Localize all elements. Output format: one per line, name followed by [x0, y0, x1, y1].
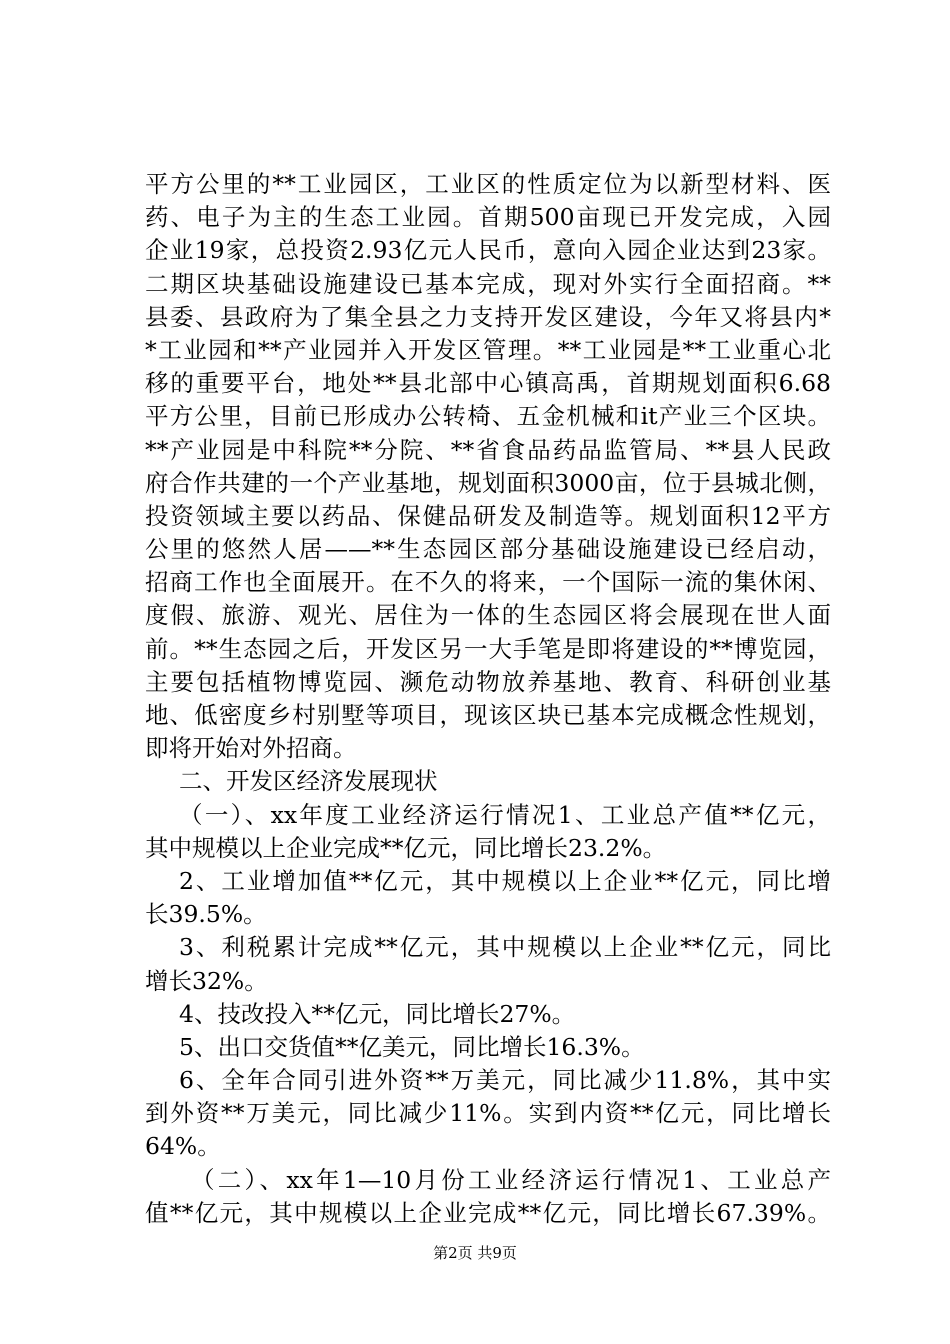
text-line: 前。**生态园之后，开发区另一大手笔是即将建设的**博览园， [145, 634, 831, 663]
text-line: 值**亿元，其中规模以上企业完成**亿元，同比增长67.39%。 [145, 1198, 831, 1227]
text-line: **产业园是中科院**分院、**省食品药品监管局、**县人民政 [145, 435, 831, 464]
text-line: 招商工作也全面展开。在不久的将来，一个国际一流的集休闲、 [145, 568, 831, 597]
text-line: 3、利税累计完成**亿元，其中规模以上企业**亿元，同比 [179, 933, 831, 962]
text-line: 平方公里，目前已形成办公转椅、五金机械和it产业三个区块。 [145, 402, 831, 431]
text-line: 4、技改投入**亿元，同比增长27%。 [179, 999, 576, 1028]
text-line: 府合作共建的一个产业基地，规划面积3000亩，位于县城北侧， [145, 468, 831, 497]
document-body [145, 168, 831, 1230]
text-line: 二期区块基础设施建设已基本完成，现对外实行全面招商。** [145, 269, 831, 298]
text-line: 到外资**万美元，同比减少11%。实到内资**亿元，同比增长 [145, 1099, 831, 1128]
text-line: 度假、旅游、观光、居住为一体的生态园区将会展现在世人面 [145, 601, 831, 630]
text-line: 二、开发区经济发展现状 [179, 767, 438, 796]
text-line: 公里的悠然人居——**生态园区部分基础设施建设已经启动， [145, 535, 831, 564]
text-line: 2、工业增加值**亿元，其中规模以上企业**亿元，同比增 [179, 866, 831, 895]
page-footer: 第2页 共9页 [433, 1244, 517, 1262]
text-line: 64%。 [145, 1132, 221, 1161]
text-line: 地、低密度乡村别墅等项目，现该区块已基本完成概念性规划， [145, 701, 831, 729]
text-line: 6、全年合同引进外资**万美元，同比减少11.8%，其中实 [179, 1066, 831, 1095]
text-line: 5、出口交货值**亿美元，同比增长16.3%。 [179, 1032, 645, 1061]
text-line: 其中规模以上企业完成**亿元，同比增长23.2%。 [145, 833, 667, 862]
text-line: （二）、xx年1—10月份工业经济运行情况1、工业总产 [191, 1165, 831, 1194]
text-line: 县委、县政府为了集全县之力支持开发区建设，今年又将县内* [145, 302, 831, 331]
text-line: 药、电子为主的生态工业园。首期500亩现已开发完成，入园 [145, 203, 831, 232]
text-line: 企业19家，总投资2.93亿元人民币，意向入园企业达到23家。 [145, 236, 831, 265]
text-line: 投资领域主要以药品、保健品研发及制造等。规划面积12平方 [145, 501, 831, 530]
text-line: 移的重要平台，地处**县北部中心镇高禹，首期规划面积6.68 [145, 369, 831, 398]
text-line: *工业园和**产业园并入开发区管理。**工业园是**工业重心北 [145, 335, 831, 364]
text-line: 增长32%。 [145, 966, 268, 995]
text-line: 主要包括植物博览园、濒危动物放养基地、教育、科研创业基 [145, 667, 831, 696]
text-line: 平方公里的**工业园区，工业区的性质定位为以新型材料、医 [145, 170, 831, 198]
text-line: 长39.5%。 [145, 900, 267, 929]
text-line: 即将开始对外招商。 [145, 734, 357, 763]
text-line: （一）、xx年度工业经济运行情况1、工业总产值**亿元， [179, 800, 831, 829]
